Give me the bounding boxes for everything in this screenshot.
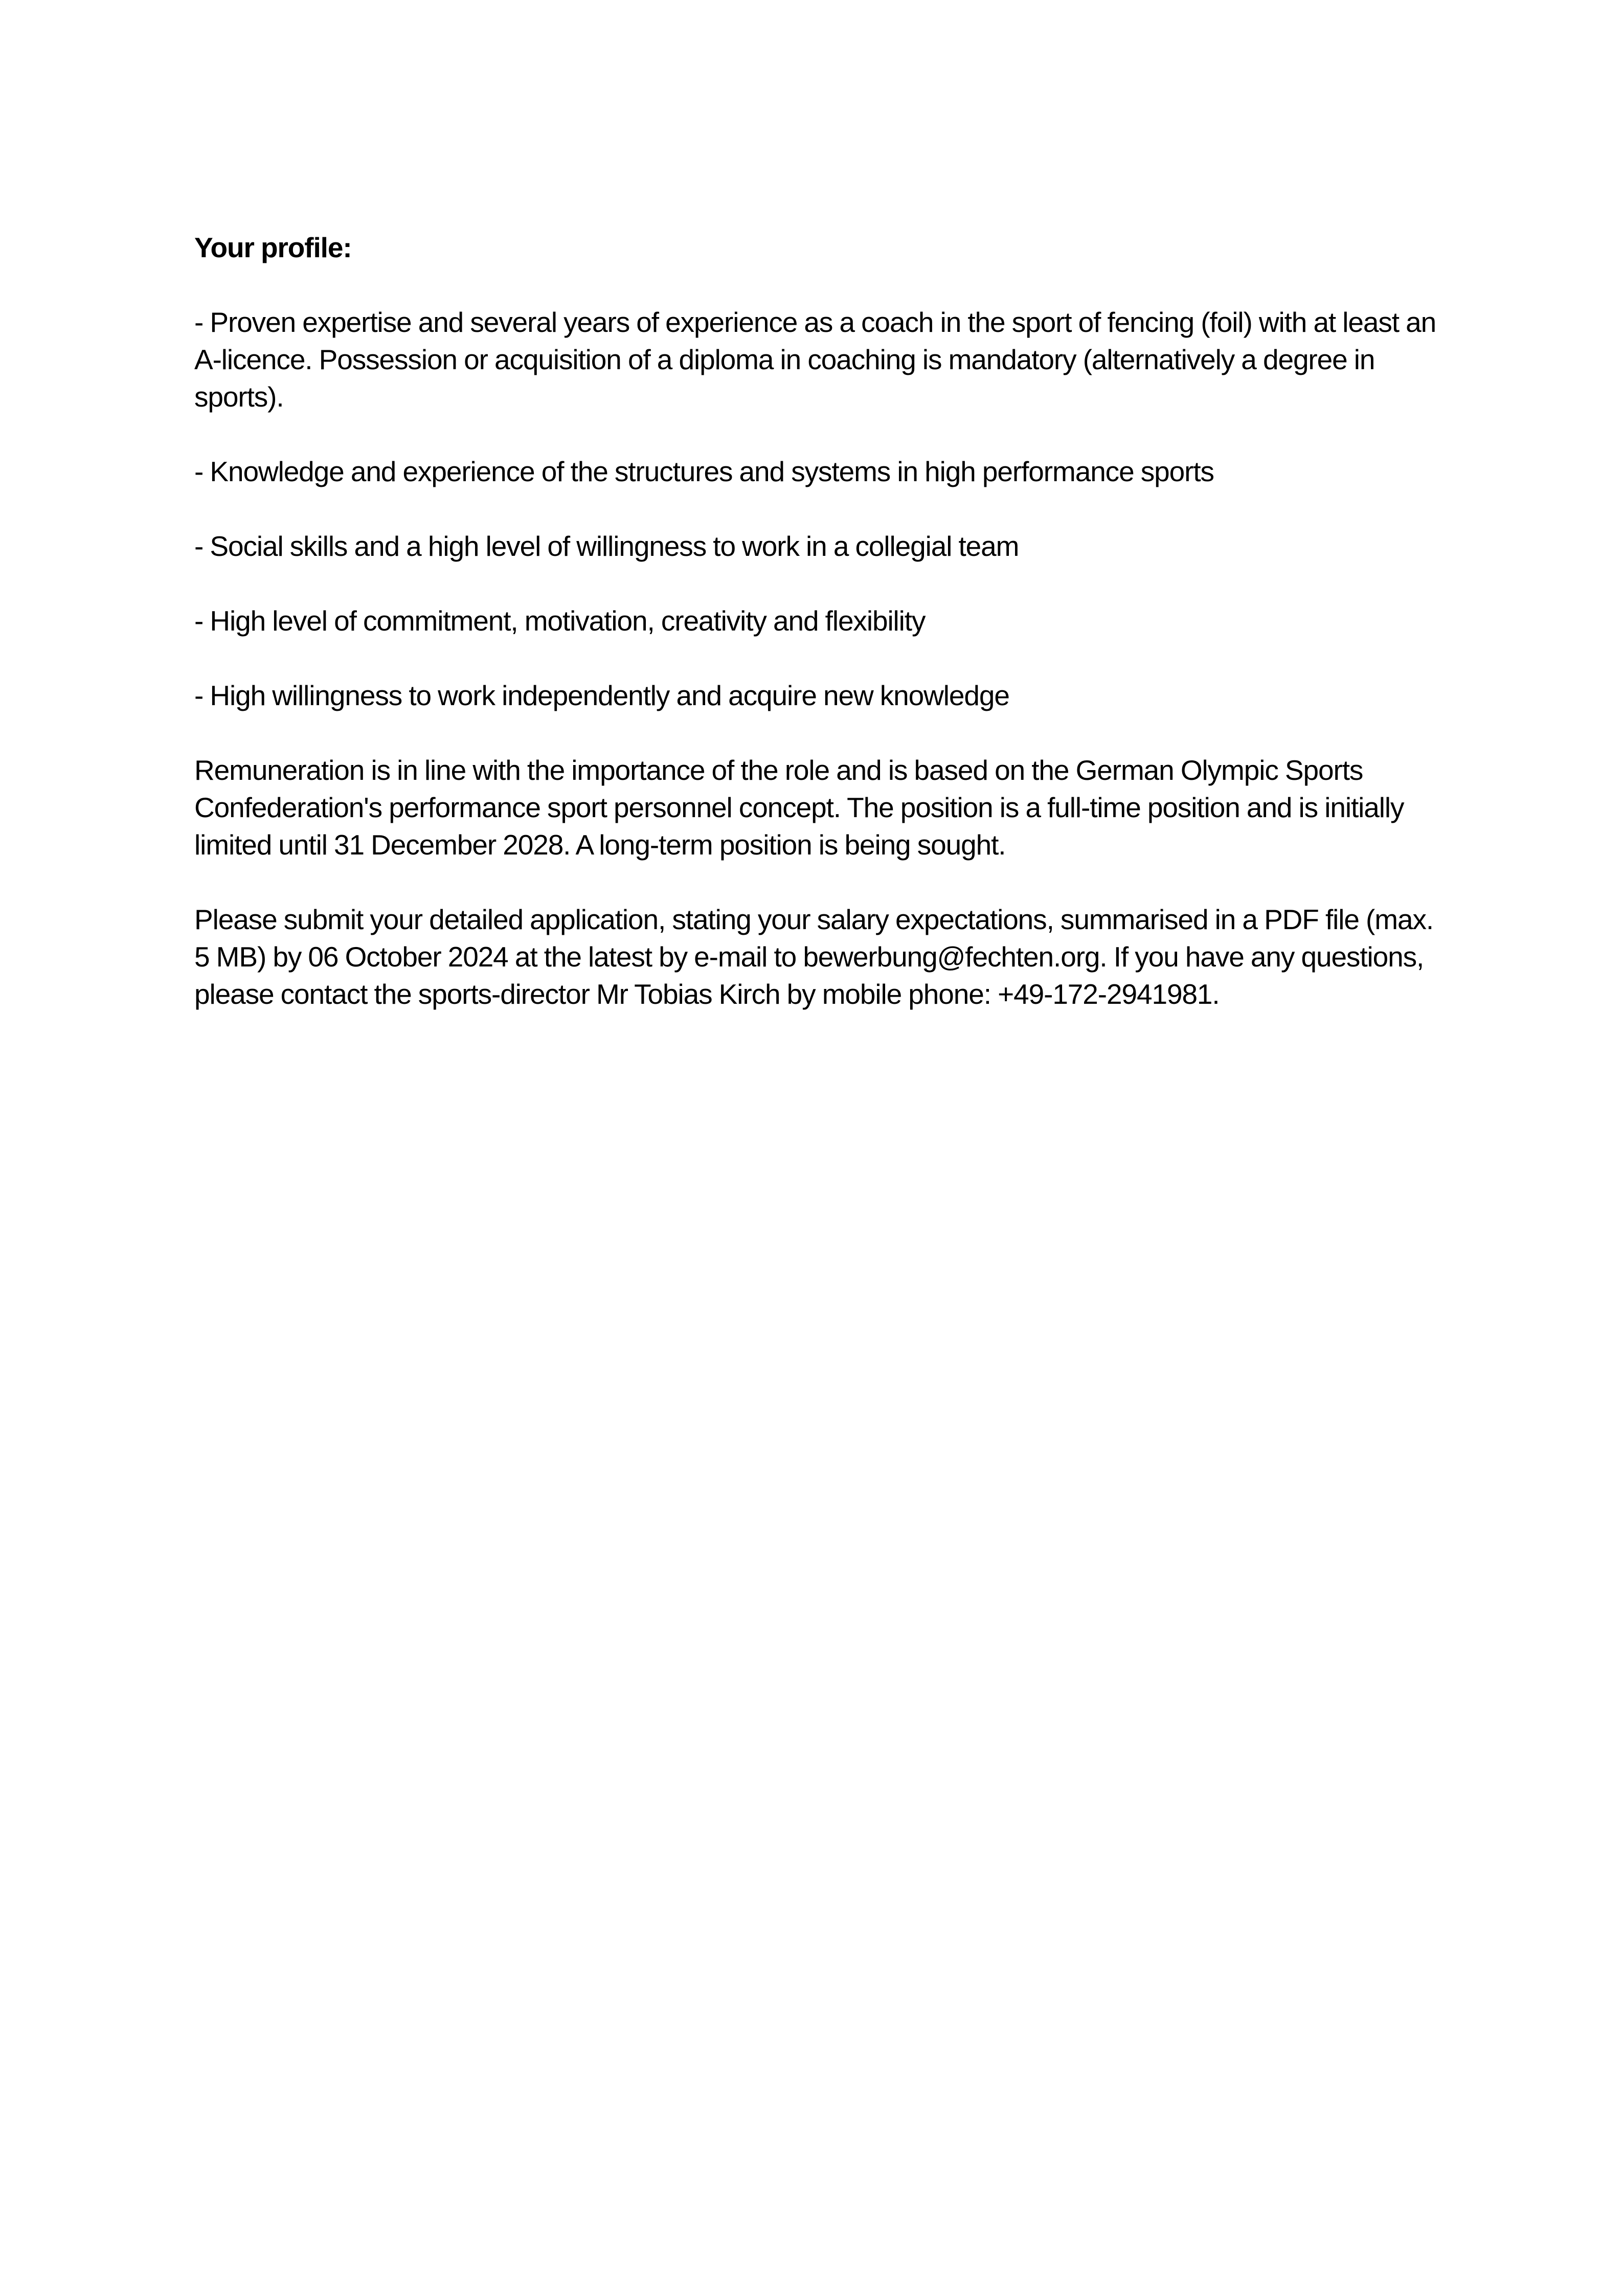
- remuneration-paragraph: Remuneration is in line with the importance of the role and is based on the German Olympic Sports Confederation's performance sport personnel concept. The position is a full-time position and is initially limited until 31 December 2028. A long-term position is being sought.: [194, 754, 1404, 861]
- document-body: [194, 229, 1442, 1013]
- section-heading: Your profile:: [194, 232, 352, 263]
- application-paragraph: Please submit your detailed application, stating your salary expectations, summarised in a PDF file (max. 5 MB) by 06 October 2024 at the latest by e-mail to bewerbung@fechten.org. If you have any questions, please contact the sports-director Mr Tobias Kirch by mobile phone: +49-172-2941981.: [194, 904, 1434, 1010]
- requirement-structures-knowledge: - Knowledge and experience of the structures and systems in high performance sports: [194, 456, 1214, 487]
- requirement-social-skills: - Social skills and a high level of willingness to work in a collegial team: [194, 530, 1019, 562]
- requirement-coaching-expertise: - Proven expertise and several years of experience as a coach in the sport of fencing (foil) with at least an A-licence. Possession or acquisition of a diploma in coaching is mandatory (alternatively a degree in sports).: [194, 306, 1436, 413]
- requirement-independence: - High willingness to work independently and acquire new knowledge: [194, 680, 1009, 711]
- requirement-commitment: - High level of commitment, motivation, creativity and flexibility: [194, 605, 926, 637]
